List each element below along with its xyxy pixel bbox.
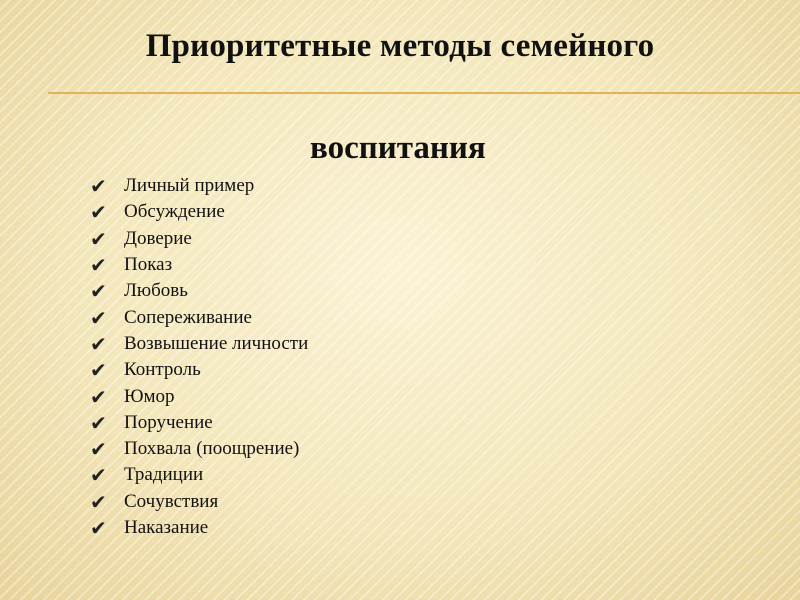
list-item xyxy=(90,173,308,199)
list-item xyxy=(90,226,308,252)
checkmark-icon: ✔ xyxy=(90,200,107,225)
checkmark-icon: ✔ xyxy=(90,305,107,330)
list-item xyxy=(90,331,308,357)
checkmark-icon: ✔ xyxy=(90,226,107,251)
slide-title-line2: воспитания xyxy=(310,130,486,166)
list-item xyxy=(90,410,308,436)
checkmark-icon: ✔ xyxy=(90,174,107,199)
slide-title-line1: Приоритетные методы семейного xyxy=(145,28,655,64)
list-item-label: Любовь xyxy=(124,280,188,302)
title-divider xyxy=(48,92,800,94)
list-item-label: Похвала (поощрение) xyxy=(124,438,300,460)
list-item xyxy=(90,199,308,225)
checkmark-icon: ✔ xyxy=(90,358,107,383)
list-item xyxy=(90,252,308,278)
checkmark-icon: ✔ xyxy=(90,279,107,304)
list-item-label: Поручение xyxy=(124,411,213,433)
checkmark-icon: ✔ xyxy=(90,489,107,514)
checkmark-icon: ✔ xyxy=(90,331,107,356)
list-item xyxy=(90,383,308,409)
methods-list xyxy=(90,173,308,541)
list-item-label: Сочувствия xyxy=(124,490,219,512)
list-item xyxy=(90,304,308,330)
checkmark-icon: ✔ xyxy=(90,463,107,488)
list-item-label: Показ xyxy=(124,254,173,276)
list-item xyxy=(90,278,308,304)
checkmark-icon: ✔ xyxy=(90,384,107,409)
checkmark-icon: ✔ xyxy=(90,516,107,540)
list-item-label: Контроль xyxy=(124,359,201,381)
list-item xyxy=(90,436,308,462)
list-item xyxy=(90,515,308,541)
list-item-label: Юмор xyxy=(124,385,175,407)
list-item-label: Наказание xyxy=(124,517,209,538)
list-item xyxy=(90,489,308,515)
list-item-label: Обсуждение xyxy=(124,201,225,223)
checkmark-icon: ✔ xyxy=(90,253,107,278)
list-item xyxy=(90,357,308,383)
list-item-label: Традиции xyxy=(124,464,204,486)
checkmark-icon: ✔ xyxy=(90,410,107,435)
checkmark-icon: ✔ xyxy=(90,437,107,462)
list-item-label: Доверие xyxy=(124,227,192,249)
list-item-label: Сопереживание xyxy=(124,306,252,328)
list-item xyxy=(90,462,308,488)
list-item-label: Личный пример xyxy=(124,175,255,197)
list-item-label: Возвышение личности xyxy=(124,332,309,354)
